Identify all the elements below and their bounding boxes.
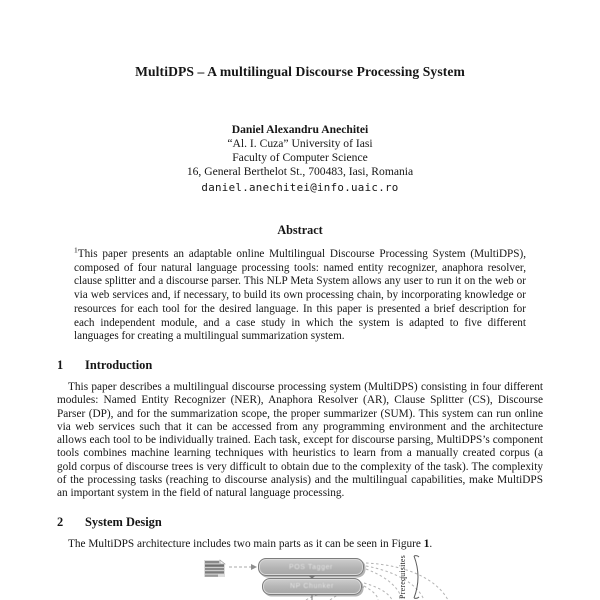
author-faculty: Faculty of Computer Science [232, 151, 368, 164]
section-2-sentence-end: . [429, 537, 433, 550]
section-1-title: Introduction [85, 357, 153, 372]
document-icon [203, 558, 226, 583]
figure-1-architecture [0, 554, 600, 600]
figure-box-np-chunker [262, 578, 362, 595]
author-address: 16, General Berthelot St., 700483, Iasi, Romania [186, 165, 414, 178]
section-2-heading [57, 515, 543, 530]
abstract-text [74, 245, 526, 344]
abstract-heading: Abstract [277, 223, 323, 237]
section-1-heading [57, 358, 543, 373]
author-block [0, 123, 600, 195]
section-1-paragraph: This paper describes a multilingual discourse processing system (MultiDPS) consisting in four different modules: Named Entity Recognizer (NER), Anaphora Resolver (AR), Clause Splitter (CS), Discourse Parser (DP), and for the summarization scope, the proper summarizer (SUM). This system can run online via web services such that it can be accessed from any programming environment and the architecture allows each tool to be individually trained. Each task, except for discourse parsing, MultiDPS’s component tools combines machine learning techniques with heuristics to learn from a manually created corpus (a gold corpus of discourse trees is very difficult to obtain due to the complexity of the task). The complexity of the processing tasks (reaching to discourse analysis) and the multilingual capabilities, make MultiDPS an important system in the field of natural language processing. [57, 380, 543, 500]
figure-box-pos-tagger [258, 558, 364, 576]
author-name: Daniel Alexandru Anechitei [231, 123, 369, 136]
figure-prerequisites-label [398, 554, 408, 600]
section-2-number: 2 [57, 514, 64, 529]
section-2-title: System Design [85, 514, 162, 529]
section-2-paragraph [57, 538, 543, 551]
prerequisites-text: Prerequisites [398, 555, 407, 599]
abstract-paragraph: This paper presents an adaptable online Multilingual Discourse Processing System (MultiDPS), composed of four natural language processing tools: named entity recognizer, anaphora resolver, clause splitter and a discourse parser. This NLP Meta System allows any user to run it on the web or via web services and, if necessary, to build its own processing chain, by incorporating knowledge or resources for each tool for the desired language. In this paper is presented a brief description for each independent module, and a case study in which the system is adapted to five different languages for creating a multilingual summarization system. [74, 248, 526, 343]
figure-box2-label: NP Chunker [289, 583, 334, 590]
section-2-sentence: The MultiDPS architecture includes two main parts as it can be seen in Figure [68, 537, 424, 550]
section-1-number: 1 [57, 357, 64, 372]
figure-reference: 1 [423, 537, 430, 550]
author-university: “Al. I. Cuza” University of Iasi [227, 137, 373, 150]
paper-title: MultiDPS – A multilingual Discourse Processing System [135, 64, 465, 79]
figure-box1-label: POS Tagger [288, 563, 333, 571]
author-email: daniel.anechitei@info.uaic.ro [201, 181, 399, 194]
footnote-marker: 1 [74, 245, 78, 255]
